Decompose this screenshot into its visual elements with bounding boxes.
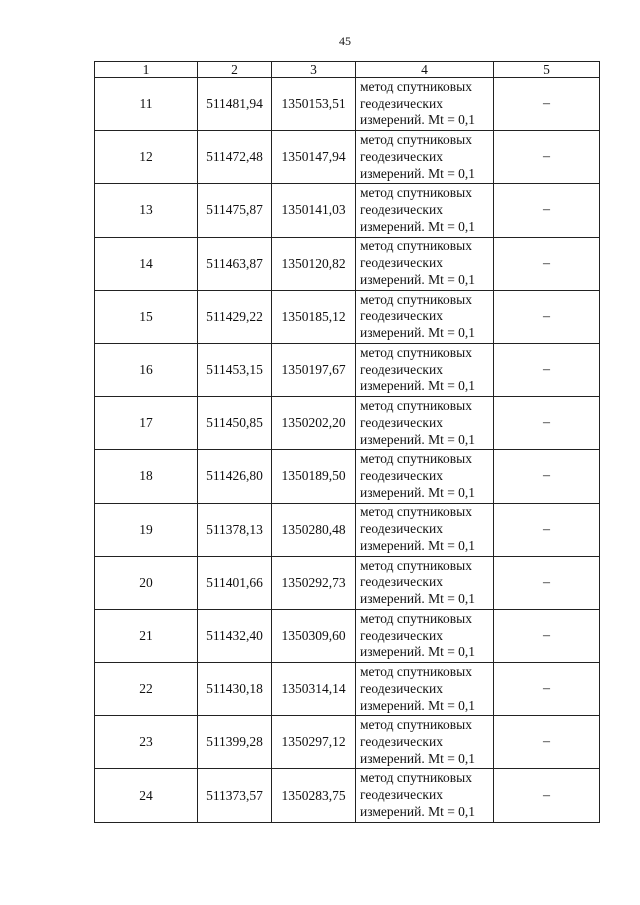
x-coordinate-cell: 511481,94 xyxy=(198,78,272,131)
method-line: измерений. Mt = 0,1 xyxy=(360,218,476,234)
method-line: геодезических xyxy=(360,680,443,696)
method-cell xyxy=(356,609,494,662)
y-coordinate-cell: 1350292,73 xyxy=(272,556,356,609)
method-line: геодезических xyxy=(360,361,443,377)
method-line: измерений. Mt = 0,1 xyxy=(360,537,476,553)
x-coordinate-cell: 511432,40 xyxy=(198,609,272,662)
method-cell xyxy=(356,769,494,822)
method-line: измерений. Mt = 0,1 xyxy=(360,591,476,607)
x-coordinate-cell: 511430,18 xyxy=(198,663,272,716)
table-row xyxy=(95,397,600,450)
method-line: геодезических xyxy=(360,308,443,324)
method-line: геодезических xyxy=(360,733,443,749)
table-header xyxy=(95,62,600,78)
method-line: измерений. Mt = 0,1 xyxy=(360,697,476,713)
point-number-cell: 18 xyxy=(95,450,198,503)
point-number-cell: 13 xyxy=(95,184,198,237)
table-row xyxy=(95,237,600,290)
method-line: геодезических xyxy=(360,202,443,218)
point-number-cell: 19 xyxy=(95,503,198,556)
y-coordinate-cell: 1350153,51 xyxy=(272,78,356,131)
method-line: измерений. Mt = 0,1 xyxy=(360,644,476,660)
method-line: метод спутниковых xyxy=(360,557,472,573)
x-coordinate-cell: 511463,87 xyxy=(198,237,272,290)
table-row xyxy=(95,663,600,716)
header-col-3: 3 xyxy=(272,62,356,78)
point-number-cell: 14 xyxy=(95,237,198,290)
note-cell: – xyxy=(494,290,600,343)
y-coordinate-cell: 1350185,12 xyxy=(272,290,356,343)
note-cell: – xyxy=(494,769,600,822)
table-row xyxy=(95,184,600,237)
table-body xyxy=(95,78,600,823)
note-cell: – xyxy=(494,184,600,237)
header-col-5: 5 xyxy=(494,62,600,78)
method-line: геодезических xyxy=(360,521,443,537)
table-row xyxy=(95,290,600,343)
method-line: измерений. Mt = 0,1 xyxy=(360,112,476,128)
y-coordinate-cell: 1350283,75 xyxy=(272,769,356,822)
x-coordinate-cell: 511378,13 xyxy=(198,503,272,556)
y-coordinate-cell: 1350197,67 xyxy=(272,343,356,396)
note-cell: – xyxy=(494,450,600,503)
x-coordinate-cell: 511472,48 xyxy=(198,131,272,184)
method-line: метод спутниковых xyxy=(360,344,472,360)
header-col-4: 4 xyxy=(356,62,494,78)
method-line: измерений. Mt = 0,1 xyxy=(360,272,476,288)
x-coordinate-cell: 511401,66 xyxy=(198,556,272,609)
method-cell xyxy=(356,131,494,184)
method-line: метод спутниковых xyxy=(360,132,472,148)
table-row xyxy=(95,609,600,662)
note-cell: – xyxy=(494,237,600,290)
table-row xyxy=(95,131,600,184)
header-col-1: 1 xyxy=(95,62,198,78)
y-coordinate-cell: 1350189,50 xyxy=(272,450,356,503)
note-cell: – xyxy=(494,663,600,716)
table-row xyxy=(95,556,600,609)
method-line: измерений. Mt = 0,1 xyxy=(360,165,476,181)
method-line: метод спутниковых xyxy=(360,770,472,786)
table-row xyxy=(95,503,600,556)
point-number-cell: 24 xyxy=(95,769,198,822)
method-line: геодезических xyxy=(360,574,443,590)
method-line: метод спутниковых xyxy=(360,610,472,626)
y-coordinate-cell: 1350314,14 xyxy=(272,663,356,716)
point-number-cell: 15 xyxy=(95,290,198,343)
point-number-cell: 22 xyxy=(95,663,198,716)
point-number-cell: 23 xyxy=(95,716,198,769)
method-line: измерений. Mt = 0,1 xyxy=(360,803,476,819)
method-cell xyxy=(356,663,494,716)
method-line: геодезических xyxy=(360,787,443,803)
y-coordinate-cell: 1350309,60 xyxy=(272,609,356,662)
method-line: геодезических xyxy=(360,468,443,483)
point-number-cell: 17 xyxy=(95,397,198,450)
method-line: метод спутниковых xyxy=(360,78,472,94)
x-coordinate-cell: 511475,87 xyxy=(198,184,272,237)
point-number-cell: 12 xyxy=(95,131,198,184)
y-coordinate-cell: 1350202,20 xyxy=(272,397,356,450)
point-number-cell: 11 xyxy=(95,78,198,131)
note-cell: – xyxy=(494,131,600,184)
method-line: метод спутниковых xyxy=(360,291,472,307)
method-cell xyxy=(356,556,494,609)
method-cell xyxy=(356,184,494,237)
method-line: геодезических xyxy=(360,255,443,271)
method-cell xyxy=(356,503,494,556)
method-cell xyxy=(356,343,494,396)
table-row xyxy=(95,450,600,503)
note-cell: – xyxy=(494,78,600,131)
method-line: измерений. Mt = 0,1 xyxy=(360,325,476,341)
header-col-2: 2 xyxy=(198,62,272,78)
method-cell xyxy=(356,290,494,343)
header-row xyxy=(95,62,600,78)
x-coordinate-cell: 511399,28 xyxy=(198,716,272,769)
table-row xyxy=(95,769,600,822)
method-cell xyxy=(356,450,494,503)
x-coordinate-cell: 511426,80 xyxy=(198,450,272,503)
method-line: метод спутниковых xyxy=(360,504,472,520)
x-coordinate-cell: 511450,85 xyxy=(198,397,272,450)
note-cell: – xyxy=(494,716,600,769)
method-line: геодезических xyxy=(360,148,443,164)
y-coordinate-cell: 1350280,48 xyxy=(272,503,356,556)
coordinates-table xyxy=(94,61,600,823)
method-line: метод спутниковых xyxy=(360,663,472,679)
note-cell: – xyxy=(494,343,600,396)
method-line: геодезических xyxy=(360,414,443,430)
method-line: измерений. Mt = 0,1 xyxy=(360,484,476,500)
page-number: 45 xyxy=(339,34,351,48)
method-line: метод спутниковых xyxy=(360,238,472,254)
y-coordinate-cell: 1350120,82 xyxy=(272,237,356,290)
method-cell xyxy=(356,237,494,290)
method-cell xyxy=(356,716,494,769)
method-cell xyxy=(356,397,494,450)
method-line: геодезических xyxy=(360,95,443,111)
method-line: метод спутниковых xyxy=(360,451,472,467)
y-coordinate-cell: 1350141,03 xyxy=(272,184,356,237)
x-coordinate-cell: 511373,57 xyxy=(198,769,272,822)
method-cell xyxy=(356,78,494,131)
method-line: метод спутниковых xyxy=(360,398,472,414)
point-number-cell: 16 xyxy=(95,343,198,396)
x-coordinate-cell: 511453,15 xyxy=(198,343,272,396)
note-cell: – xyxy=(494,503,600,556)
method-line: измерений. Mt = 0,1 xyxy=(360,378,476,394)
note-cell: – xyxy=(494,556,600,609)
method-line: измерений. Mt = 0,1 xyxy=(360,431,476,447)
table-row xyxy=(95,78,600,131)
method-line: геодезических xyxy=(360,627,443,643)
method-line: измерений. Mt = 0,1 xyxy=(360,750,476,766)
table-row xyxy=(95,716,600,769)
y-coordinate-cell: 1350147,94 xyxy=(272,131,356,184)
note-cell: – xyxy=(494,609,600,662)
method-line: метод спутниковых xyxy=(360,185,472,201)
point-number-cell: 21 xyxy=(95,609,198,662)
y-coordinate-cell: 1350297,12 xyxy=(272,716,356,769)
x-coordinate-cell: 511429,22 xyxy=(198,290,272,343)
note-cell: – xyxy=(494,397,600,450)
method-line: метод спутниковых xyxy=(360,717,472,733)
table-row xyxy=(95,343,600,396)
point-number-cell: 20 xyxy=(95,556,198,609)
